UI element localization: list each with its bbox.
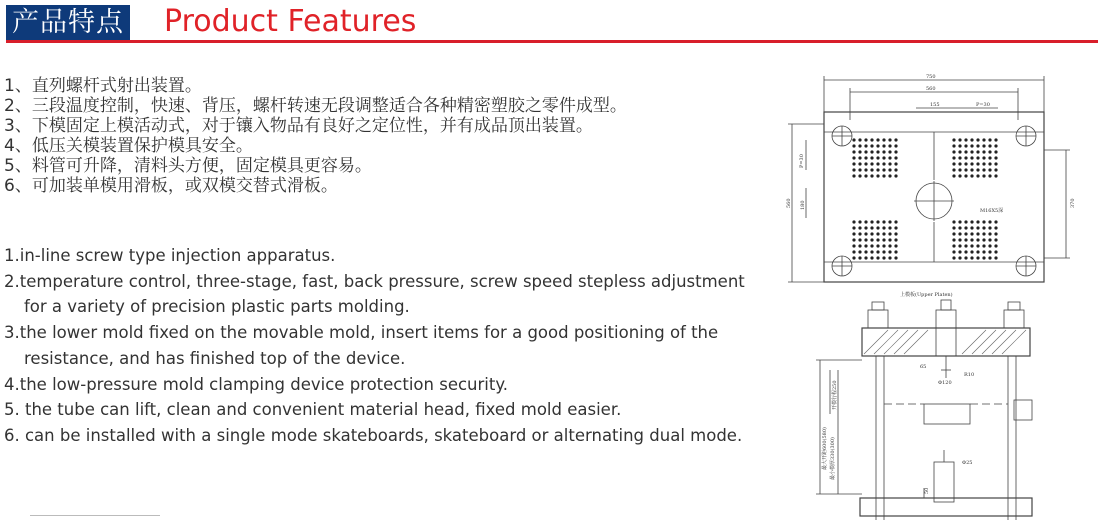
dim-p30-top: P=30 xyxy=(976,102,990,108)
section-title-chinese: 产品特点 xyxy=(6,5,130,41)
dim-phi120: Φ120 xyxy=(938,380,952,386)
dim-thread: M16X5深 xyxy=(980,208,1004,214)
feature-item-cn: 1、直列螺杆式射出装置。 xyxy=(4,76,202,96)
feature-item-en: 1.in-line screw type injection apparatus. xyxy=(4,246,336,265)
platen-drawing-svg xyxy=(776,70,1096,520)
dim-r10: R10 xyxy=(964,372,975,378)
feature-item-cn: 6、可加装单模用滑板，或双模交替式滑板。 xyxy=(4,176,338,196)
technical-drawings xyxy=(776,70,1096,520)
section-title-english: Product Features xyxy=(164,4,417,39)
page-divider-fragment xyxy=(30,515,160,521)
dim-top-outer: 750 xyxy=(926,74,936,80)
feature-item-cn: 4、低压关模装置保护模具安全。 xyxy=(4,136,253,156)
feature-item-cn: 3、下模固定上模活动式，对于镶入物品有良好之定位性，并有成品顶出装置。 xyxy=(4,116,593,136)
dim-right: 370 xyxy=(1070,198,1076,208)
dim-min-mold: 最小模厚330(300) xyxy=(830,437,836,480)
section-header xyxy=(0,0,1104,44)
caption-upper-platen: 上模板(Upper Platen) xyxy=(900,292,953,298)
dim-65: 65 xyxy=(920,364,927,370)
feature-item-en: 2.temperature control, three-stage, fast, back pressure, screw speed stepless adjustment for a variety of precision plastic parts molding. xyxy=(4,271,745,317)
feature-item-en: 3.the lower mold fixed on the movable mold, insert items for a good positioning of the resistance, and has finished top of the device. xyxy=(4,323,719,368)
dim-left-outer: 560 xyxy=(786,198,792,208)
dim-155: 155 xyxy=(930,102,940,108)
dim-max-open: 最大开距600(580) xyxy=(822,427,828,470)
feature-item-en: 4.the low-pressure mold clamping device protection security. xyxy=(4,374,508,394)
feature-item-en: 5. the tube can lift, clean and convenient material head, fixed mold easier. xyxy=(4,400,622,420)
dim-p30-left: P=30 xyxy=(799,154,805,168)
dim-left-inner: 180 xyxy=(800,200,806,210)
feature-item-en: 6. can be installed with a single mode skateboards, skateboard or alternating dual mode. xyxy=(4,425,743,445)
english-feature-list xyxy=(4,243,764,449)
tapped-hole-grid xyxy=(852,138,997,259)
feature-item-cn: 2、三段温度控制，快速、背压，螺杆转速无段调整适合各种精密塑胶之零件成型。 xyxy=(4,96,627,116)
dim-phi25: Φ25 xyxy=(962,460,973,466)
feature-item-cn: 5、料管可升降，清料头方便，固定模具更容易。 xyxy=(4,156,372,176)
dim-open-stroke: 开模行程250 xyxy=(832,380,838,410)
header-divider xyxy=(6,40,1098,43)
dim-top-inner: 560 xyxy=(926,86,936,92)
dim-50: 50 xyxy=(924,487,930,494)
chinese-feature-list xyxy=(4,76,764,196)
